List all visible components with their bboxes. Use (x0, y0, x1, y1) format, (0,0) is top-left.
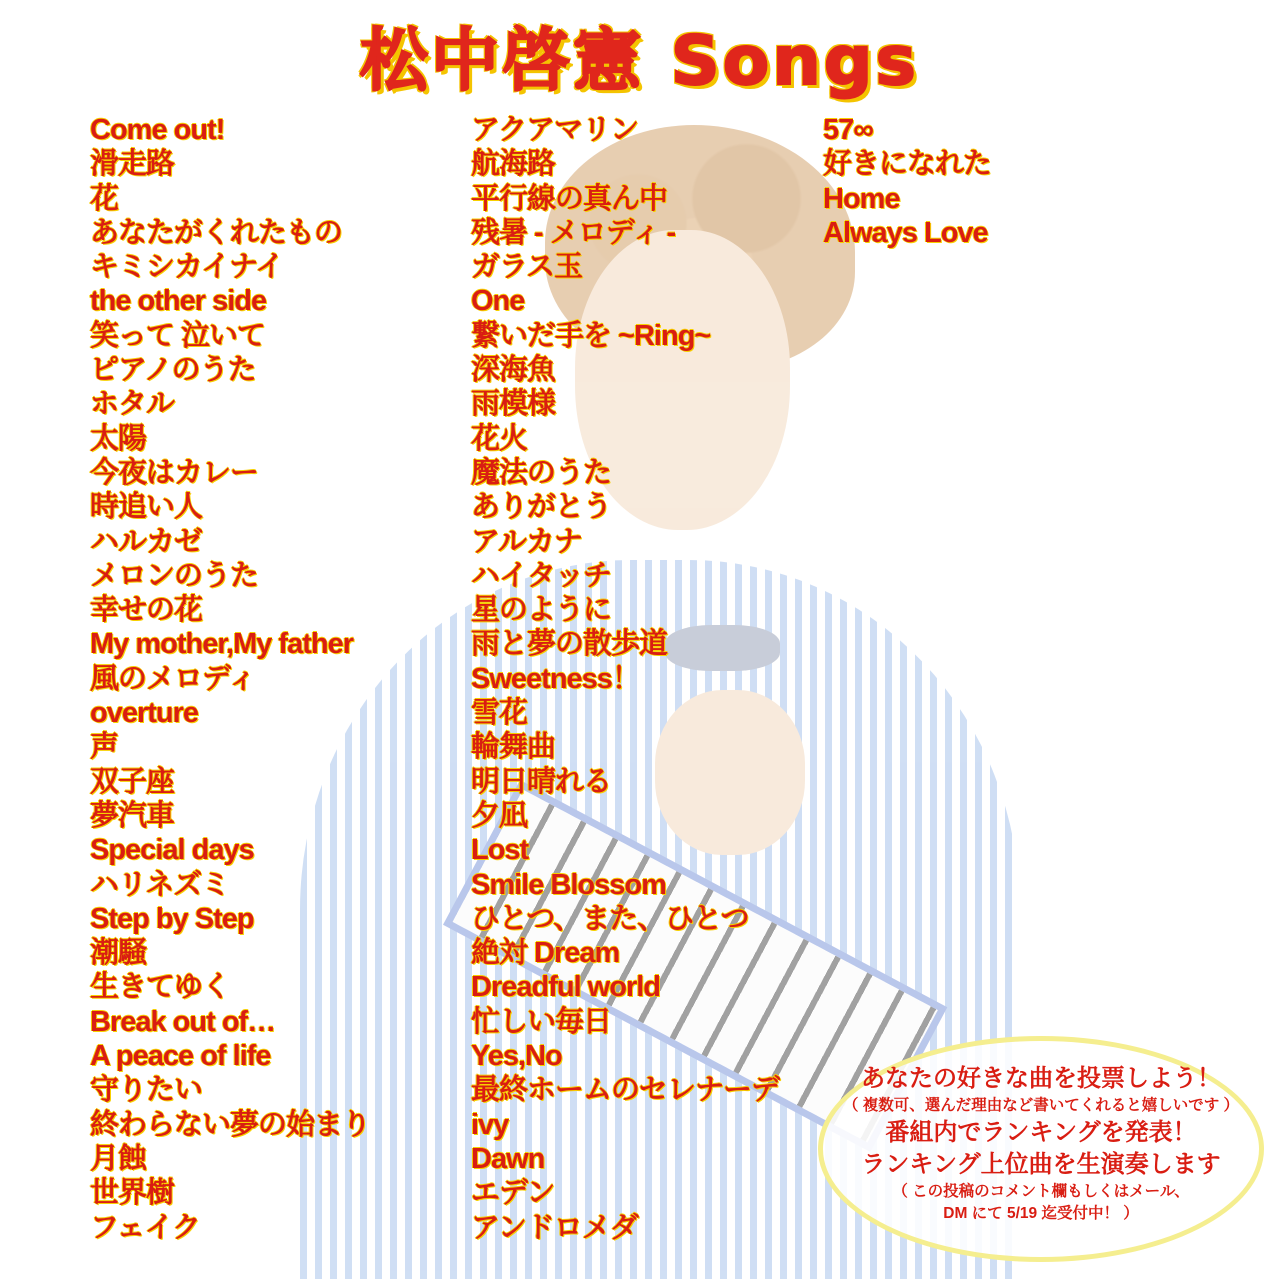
song-title: 今夜はカレー (90, 456, 259, 489)
song-title: 雨と夢の散歩道 (471, 628, 668, 661)
song-title: Home (823, 182, 900, 215)
song-title: ハリネズミ (90, 868, 230, 901)
song-title: 守りたい (90, 1074, 203, 1107)
song-title: A peace of life (90, 1040, 271, 1073)
song-title: Special days (90, 834, 254, 867)
song-title: 星のように (471, 594, 612, 627)
song-title: Yes,No (471, 1040, 562, 1073)
song-title: 航海路 (471, 148, 556, 181)
submission-deadline: DM にて 5/19 迄受付中！ ） (943, 1205, 1139, 1222)
song-title: 最終ホームのセレナーデ (471, 1074, 780, 1107)
song-title: 潮騒 (90, 937, 147, 970)
song-column-1 (90, 113, 370, 1245)
song-title: ひとつ、また、ひとつ (471, 902, 749, 935)
song-title: 忙しい毎日 (471, 1005, 612, 1038)
song-title: 雪花 (471, 697, 528, 730)
song-title: 残暑 - メロディ - (471, 216, 676, 249)
song-title: 滑走路 (90, 148, 175, 181)
song-title: One (471, 285, 525, 318)
song-title: 風のメロディ (90, 662, 256, 695)
song-title: 花 (90, 182, 119, 215)
song-title: 夕凪 (471, 799, 528, 832)
song-title: 幸せの花 (90, 594, 203, 627)
song-title: Come out! (90, 114, 225, 146)
song-title: 時追い人 (90, 491, 203, 524)
song-title: Step by Step (90, 902, 254, 935)
song-title: 声 (90, 731, 119, 764)
song-title: 繋いだ手を ~Ring~ (471, 319, 711, 352)
song-title: 深海魚 (471, 354, 556, 387)
submission-method: （ この投稿のコメント欄もしくはメール、 (892, 1183, 1190, 1200)
song-title: 太陽 (90, 422, 147, 455)
song-title: 魔法のうた (471, 456, 612, 489)
song-title: overture (90, 697, 199, 730)
song-title: Break out of… (90, 1005, 276, 1038)
live-performance-note: ランキング上位曲を生演奏します (861, 1151, 1221, 1178)
song-title: 夢汽車 (90, 799, 175, 832)
song-title: ピアノのうた (90, 354, 256, 387)
vote-note: （ 複数可、選んだ理由など書いてくれると嬉しいです ） (842, 1097, 1240, 1114)
ranking-announcement: 番組内でランキングを発表！ (885, 1119, 1197, 1146)
song-title: 絶対 Dream (471, 937, 620, 970)
vote-callout (818, 1036, 1264, 1262)
song-title: 花火 (471, 422, 528, 455)
song-title: Dawn (471, 1142, 545, 1175)
song-title: 生きてゆく (90, 971, 231, 1004)
poster-title: 松中啓憲 Songs (360, 22, 919, 101)
song-title: 平行線の真ん中 (471, 182, 668, 215)
song-column-2 (471, 113, 779, 1245)
song-title: メロンのうた (90, 559, 259, 592)
song-title: 輪舞曲 (471, 731, 556, 764)
song-title: 月蝕 (90, 1142, 147, 1175)
song-title: 双子座 (90, 765, 175, 798)
song-title: ivy (471, 1108, 509, 1141)
song-title: フェイク (90, 1211, 200, 1244)
song-title: あなたがくれたもの (90, 216, 343, 249)
song-title: 好きになれた (823, 148, 992, 181)
song-title: ハルカゼ (90, 525, 203, 558)
song-title: アンドロメダ (471, 1211, 638, 1244)
song-title: Sweetness！ (471, 662, 640, 695)
song-title: 明日晴れる (471, 765, 612, 798)
song-title: 終わらない夢の始まり (90, 1108, 371, 1141)
song-title: エデン (471, 1177, 555, 1210)
song-title: Always Love (823, 216, 988, 249)
song-title: 雨模様 (471, 388, 556, 421)
vote-headline: あなたの好きな曲を投票しよう！ (861, 1065, 1221, 1092)
song-title: 笑って 泣いて (90, 319, 266, 352)
song-title: キミシカイナイ (90, 251, 284, 284)
song-title: Lost (471, 834, 529, 867)
song-title: 世界樹 (90, 1177, 175, 1210)
song-title: the other side (90, 285, 267, 318)
song-title: ホタル (90, 388, 175, 421)
song-title: ハイタッチ (471, 559, 612, 592)
song-title: ありがとう (471, 491, 612, 524)
song-title: アクアマリン (471, 114, 639, 146)
song-title: Smile Blossom (471, 868, 666, 901)
song-title: Dreadful world (471, 971, 661, 1004)
song-title: ガラス玉 (471, 251, 583, 284)
song-title: My mother,My father (90, 628, 353, 661)
song-title: 57∞ (823, 114, 873, 146)
song-title: アルカナ (471, 525, 582, 558)
song-column-3 (823, 113, 991, 250)
